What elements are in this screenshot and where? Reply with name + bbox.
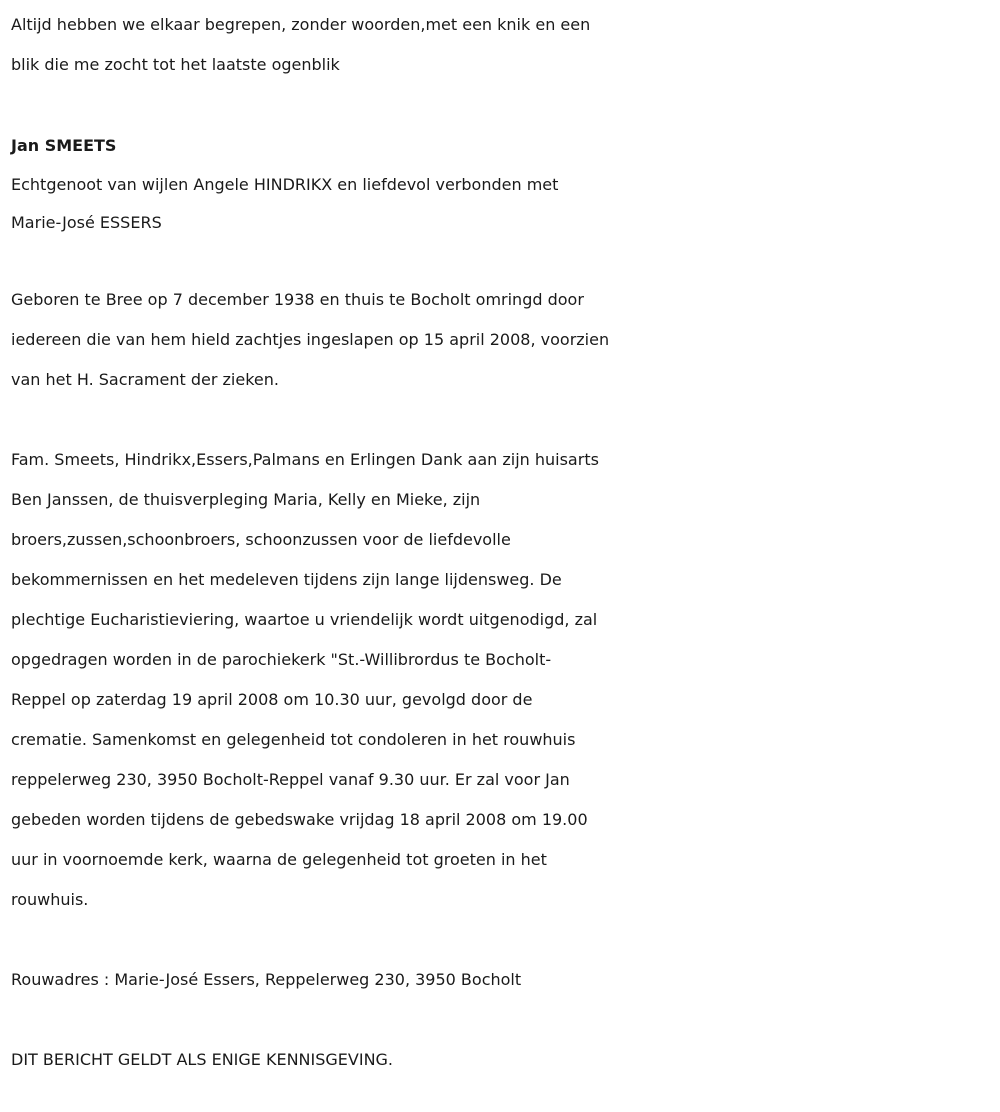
deceased-name: Jan SMEETS — [11, 136, 117, 155]
opening-quote — [11, 0, 996, 85]
birth-death-paragraph — [11, 280, 996, 400]
thanks-line: Reppel op zaterdag 19 april 2008 om 10.30 uur, gevolgd door de — [11, 690, 533, 709]
obituary-document — [11, 0, 996, 1080]
thanks-line: broers,zussen,schoonbroers, schoonzussen voor de liefdevolle — [11, 530, 511, 549]
thanks-paragraph — [11, 440, 996, 920]
quote-line: blik die me zocht tot het laatste ogenblik — [11, 55, 340, 74]
relation-line: Echtgenoot van wijlen Angele HINDRIKX en liefdevol verbonden met — [11, 175, 559, 194]
thanks-line: crematie. Samenkomst en gelegenheid tot condoleren in het rouwhuis — [11, 730, 576, 749]
thanks-line: bekommernissen en het medeleven tijdens zijn lange lijdensweg. De — [11, 570, 562, 589]
mourning-address: Rouwadres : Marie-José Essers, Reppelerweg 230, 3950 Bocholt — [11, 970, 522, 989]
thanks-line: plechtige Eucharistieviering, waartoe u vriendelijk wordt uitgenodigd, zal — [11, 610, 598, 629]
relation-line: Marie-José ESSERS — [11, 213, 162, 232]
thanks-line: uur in voornoemde kerk, waarna de gelegenheid tot groeten in het — [11, 850, 547, 869]
birth-death-line: van het H. Sacrament der zieken. — [11, 370, 279, 389]
thanks-line: rouwhuis. — [11, 890, 89, 909]
notice-statement: DIT BERICHT GELDT ALS ENIGE KENNISGEVING. — [11, 1050, 394, 1069]
thanks-line: reppelerweg 230, 3950 Bocholt-Reppel vanaf 9.30 uur. Er zal voor Jan — [11, 770, 570, 789]
birth-death-line: Geboren te Bree op 7 december 1938 en thuis te Bocholt omringd door — [11, 290, 584, 309]
relation-paragraph — [11, 166, 996, 242]
thanks-line: gebeden worden tijdens de gebedswake vrijdag 18 april 2008 om 19.00 — [11, 810, 588, 829]
thanks-line: Fam. Smeets, Hindrikx,Essers,Palmans en Erlingen Dank aan zijn huisarts — [11, 450, 599, 469]
thanks-line: opgedragen worden in de parochiekerk "St.-Willibrordus te Bocholt- — [11, 650, 552, 669]
quote-line: Altijd hebben we elkaar begrepen, zonder woorden,met een knik en een — [11, 15, 591, 34]
birth-death-line: iedereen die van hem hield zachtjes ingeslapen op 15 april 2008, voorzien — [11, 330, 610, 349]
thanks-line: Ben Janssen, de thuisverpleging Maria, Kelly en Mieke, zijn — [11, 490, 481, 509]
